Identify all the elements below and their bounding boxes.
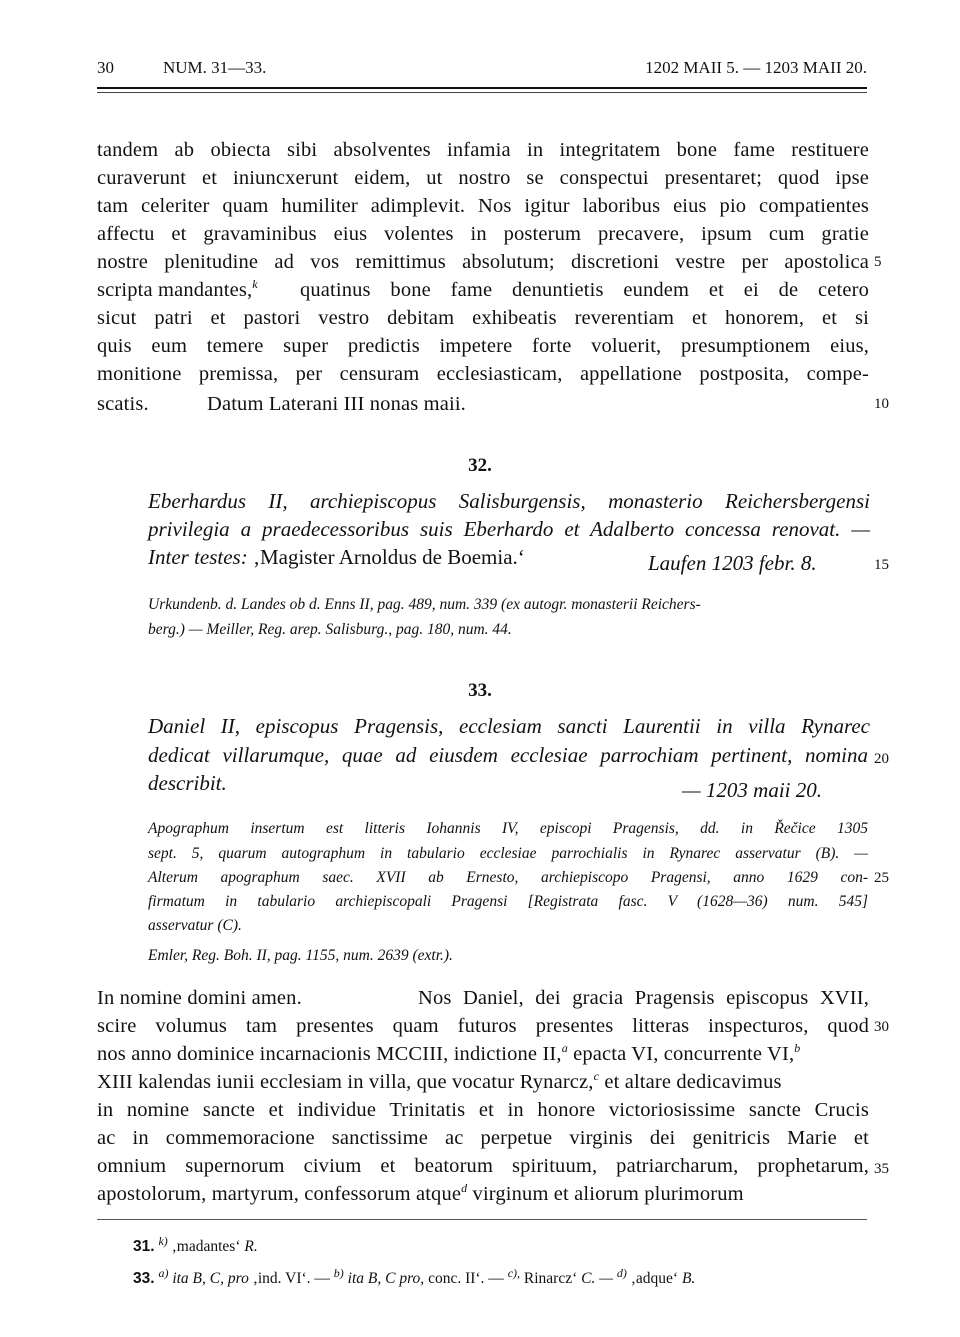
footnote-text: ‚madantes‘ <box>167 1238 245 1255</box>
footnote-mark: k <box>252 277 258 292</box>
regest-line: describit. <box>148 771 227 795</box>
margin-line-number: 15 <box>874 557 889 573</box>
text-fragment: nos anno dominice incarnacionis MCCIII, indictione II, <box>97 1043 562 1065</box>
text-line: scatis. <box>97 393 149 415</box>
page-number: 30 <box>97 58 114 77</box>
witness-name: ‚Magister Arnoldus de Boemia.‘ <box>252 545 525 569</box>
text-line: In nomine domini amen. <box>97 987 302 1009</box>
footnote-number: 33. <box>133 1270 155 1287</box>
text-fragment: epacta VI, concurrente VI, <box>567 1043 795 1065</box>
regest-line <box>148 542 525 572</box>
footnote-value: Rinarcz‘ <box>520 1270 582 1287</box>
text-fragment: apostolorum, martyrum, confessorum atque <box>97 1183 462 1205</box>
source-line: Alterum apographum saec. XVII ab Ernesto, archiepiscopo Pragensi, anno 1629 con- <box>148 869 868 886</box>
text-line: tam celeriter quam humiliter adimplevit. Nos igitur laboribus eius pio compatientes <box>97 195 869 217</box>
source-line: Apographum insertum est litteris Iohannis IV, episcopi Pragensis, dd. in Řečice 1305 <box>148 820 868 837</box>
margin-line-number: 10 <box>874 396 889 412</box>
source-line: berg.) — Meiller, Reg. arep. Salisburg., pag. 180, num. 44. <box>148 621 512 638</box>
regest-line: Eberhardus II, archiepiscopus Salisburgensis, monasterio Reichersbergensi <box>148 489 870 513</box>
text-line: quatinus bone fame denuntietis eundem et ei de cetero <box>300 279 869 301</box>
document-number: 33. <box>468 680 492 701</box>
footnote-mark: d) <box>616 1265 627 1280</box>
footnote-text: ita B, C, pro <box>168 1270 253 1287</box>
text-line: Nos Daniel, dei gracia Pragensis episcopus XVII, <box>418 987 869 1009</box>
text-line: scire volumus tam presentes quam futuros presentes litteras inspecturos, quod <box>97 1015 869 1037</box>
place-date: — 1203 maii 20. <box>682 778 823 802</box>
place-date: Laufen 1203 febr. 8. <box>648 551 817 575</box>
footnote-value: conc. II‘. — <box>428 1270 504 1287</box>
footnote-value: ‚adque‘ <box>626 1270 682 1287</box>
footnote-source: R. <box>244 1238 258 1255</box>
text-line: monitione premissa, per censuram ecclesiasticam, appellatione postposita, compe- <box>97 363 869 385</box>
header-rule <box>97 87 867 89</box>
text-fragment: scripta mandantes, <box>97 279 253 301</box>
footnote-value: ‚ind. VI‘. — <box>252 1270 330 1287</box>
footnote-rule <box>97 1219 867 1220</box>
regest-line: dedicat villarumque, quae ad eiusdem ecclesiae parrochiam pertinent, nomina <box>148 743 868 767</box>
footnote-mark: c), <box>507 1265 521 1280</box>
footnote-mark: c <box>593 1069 600 1084</box>
text-fragment: XIII kalendas iunii ecclesiam in villa, que vocatur Rynarcz, <box>97 1071 594 1093</box>
footnote-number: 31. <box>133 1238 155 1255</box>
source-line: firmatum in tabulario archiepiscopali Pragensi [Registrata fasc. V (1628—36) num. 545] <box>148 893 868 910</box>
margin-line-number: 35 <box>874 1161 889 1177</box>
source-line: asservatur (C). <box>148 917 242 934</box>
source-line: Urkundenb. d. Landes ob d. Enns II, pag. 489, num. 339 (ex autogr. monasterii Reichers- <box>148 596 701 613</box>
footnote-mark: a) <box>158 1265 169 1280</box>
footnote-mark: b) <box>333 1265 344 1280</box>
text-line: curaverunt et iniuncxerunt eidem, ut nostro se conspectui presentaret; quod ipse <box>97 167 869 189</box>
margin-line-number: 20 <box>874 751 889 767</box>
text-line <box>97 1040 869 1068</box>
text-line: omnium supernorum civium et beatorum spirituum, patriarcharum, prophetarum, <box>97 1155 869 1177</box>
footnote-mark: d <box>461 1181 468 1196</box>
footnote-mark: k) <box>158 1233 168 1248</box>
footnote-33 <box>133 1265 696 1290</box>
margin-line-number: 30 <box>874 1019 889 1035</box>
text-line: nostre plenitudine ad vos remittimus absolutum; discretioni vestre per apostolica <box>97 251 869 273</box>
document-number: 32. <box>468 455 492 476</box>
text-fragment: et altare dedicavimus <box>599 1071 782 1093</box>
source-line: sept. 5, quarum autographum in tabulario ecclesiae parrochialis in Rynarec asservatur (B). — <box>148 845 868 862</box>
edition-line: Emler, Reg. Boh. II, pag. 1155, num. 2639 (extr.). <box>148 947 453 964</box>
date-range: 1202 MAII 5. — 1203 MAII 20. <box>645 58 867 77</box>
text-line <box>97 1180 869 1208</box>
footnote-text: ita B, C pro, <box>343 1270 429 1287</box>
text-fragment: virginum et aliorum plurimorum <box>467 1183 744 1205</box>
text-line <box>97 1068 869 1096</box>
datum-line: Datum Laterani III nonas maii. <box>207 393 466 415</box>
text-line: tandem ab obiecta sibi absolventes infamia in integritatem bone fame restituere <box>97 139 869 161</box>
text-line: affectu et gravaminibus eius volentes in posterum precavere, ipsum cum gratie <box>97 223 869 245</box>
text-line: quis eum temere super predictis impetere forte voluerit, presumptionem eius, <box>97 335 869 357</box>
text-line: in nomine sancte et individue Trinitatis et in honore victoriosissime sancte Crucis <box>97 1099 869 1121</box>
margin-line-number: 5 <box>874 254 882 270</box>
margin-line-number: 25 <box>874 870 889 886</box>
running-header <box>97 58 867 80</box>
text-line: ac in commemoracione sanctissime ac perpetue virginis dei genitricis Marie et <box>97 1127 869 1149</box>
document-number-range: NUM. 31—33. <box>163 58 267 77</box>
regest-line: Daniel II, episcopus Pragensis, ecclesiam sancti Laurentii in villa Rynarec <box>148 714 870 738</box>
regest-line: privilegia a praedecessoribus suis Eberhardo et Adalberto concessa renovat. — <box>148 517 870 541</box>
text-line: sicut patri et pastori vestro debitam exhibeatis reverentiam et honorem, et si <box>97 307 869 329</box>
footnote-mark: b <box>794 1041 801 1056</box>
footnote-31 <box>133 1233 258 1258</box>
regest-fragment: Inter testes: <box>148 545 248 569</box>
footnote-source: B. <box>681 1270 696 1287</box>
footnote-source: C. — <box>581 1270 613 1287</box>
footnote-mark: a <box>561 1041 568 1056</box>
header-rule-thin <box>97 92 867 93</box>
